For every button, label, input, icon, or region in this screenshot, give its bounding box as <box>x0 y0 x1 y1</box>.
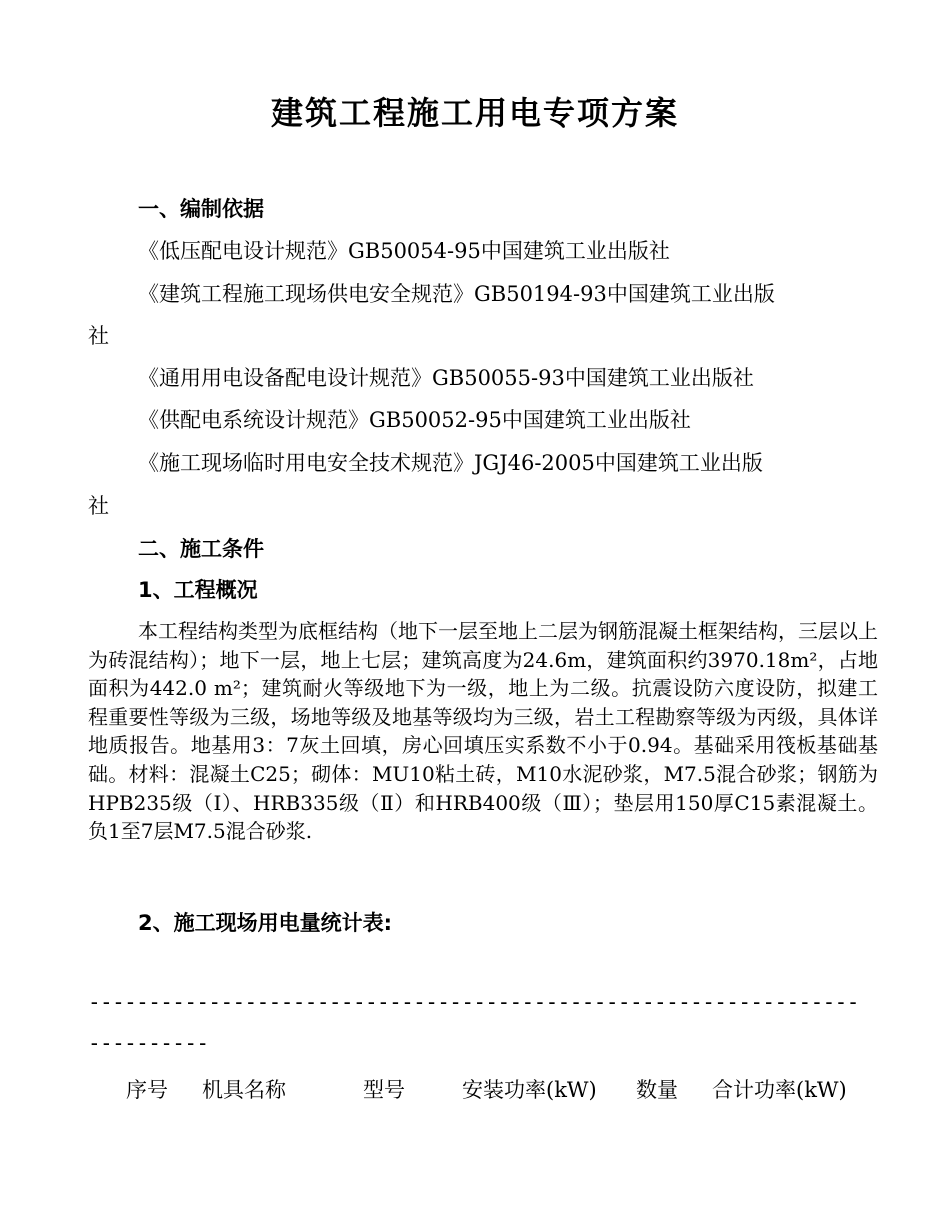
reference-line: 《低压配电设计规范》GB50054-95中国建筑工业出版社 <box>138 239 670 263</box>
table-header-index: 序号 <box>126 1078 168 1102</box>
project-overview-paragraph: 本工程结构类型为底框结构（地下一层至地上二层为钢筋混凝土框架结构，三层以上为砖混结构）；地下一层，地上七层；建筑高度为24.6m，建筑面积约3970.18m²，占地面积为442.0 m²；建筑耐火等级地下为一级，地上为二级。抗震设防六度设防，拟建工程重要性等级为三级，场地等级及地基等级均为三级，岩土工程勘察等级为丙级，具体详地质报告。地基用3：7灰土回填，房心回填压实系数不小于0.94。基础采用筏板基础基础。材料：混凝土C25；砌体：MU10粘土砖，M10水泥砂浆，M7.5混合砂浆；钢筋为HPB235级（Ⅰ）、HRB335级（Ⅱ）和HRB400级（Ⅲ）；垫层用150厚C15素混凝土。负1至7层M7.5混合砂浆. <box>88 619 878 844</box>
table-header-quantity: 数量 <box>636 1078 678 1102</box>
table-header-installed-power: 安装功率(kW) <box>462 1078 597 1102</box>
reference-line: 《供配电系统设计规范》GB50052-95中国建筑工业出版社 <box>138 408 691 432</box>
dashed-separator: ---------- <box>88 1031 209 1055</box>
section2-heading: 二、施工条件 <box>138 537 264 561</box>
reference-line: 《建筑工程施工现场供电安全规范》GB50194-93中国建筑工业出版 <box>138 282 775 306</box>
dashed-separator: ---------------------------------------------------------------- <box>88 990 859 1014</box>
subsection2-heading: 2、施工现场用电量统计表: <box>138 911 393 935</box>
reference-line: 社 <box>88 494 109 518</box>
subsection1-heading: 1、工程概况 <box>138 578 258 602</box>
table-header-equipment-name: 机具名称 <box>202 1078 286 1102</box>
document-title: 建筑工程施工用电专项方案 <box>270 94 679 132</box>
table-header-total-power: 合计功率(kW) <box>712 1078 847 1102</box>
reference-line: 《通用用电设备配电设计规范》GB50055-93中国建筑工业出版社 <box>138 366 754 390</box>
reference-line: 社 <box>88 324 109 348</box>
reference-line: 《施工现场临时用电安全技术规范》JGJ46-2005中国建筑工业出版 <box>138 451 763 475</box>
section1-heading: 一、编制依据 <box>138 197 264 221</box>
table-header-model: 型号 <box>363 1078 405 1102</box>
